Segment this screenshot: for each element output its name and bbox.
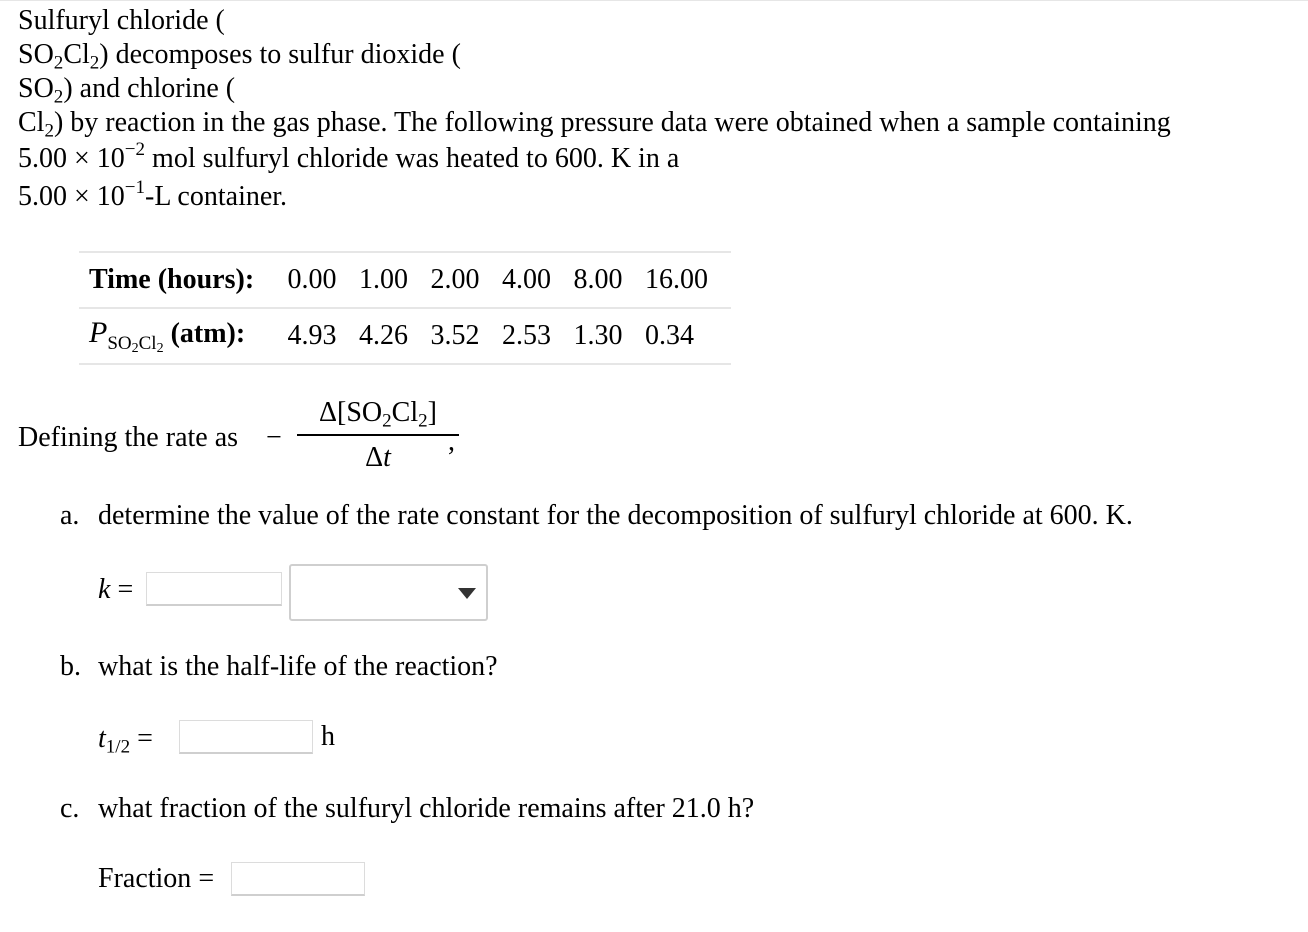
intro-line-5: $5.00 \times 10^{-2}$ mol sulfuryl chloride was heated to 600. K in a <box>18 139 680 174</box>
problem-statement <box>18 4 1303 216</box>
question-a <box>60 500 1133 532</box>
top-divider <box>0 0 1308 1</box>
rate-definition-label: Defining the rate as <box>18 422 239 453</box>
formula-so2cl2: $SO_2Cl_2$ <box>18 39 100 74</box>
time-row <box>79 252 731 308</box>
half-life-label: $t_{1/2}$ = <box>98 723 153 758</box>
time-value: 16.00 <box>644 264 708 295</box>
formula-cl2: $Cl_2$ <box>18 107 54 142</box>
k-label: k = <box>98 574 134 605</box>
time-value: 8.00 <box>573 264 623 295</box>
k-input[interactable] <box>146 572 282 606</box>
half-life-unit: h <box>321 721 335 752</box>
pressure-value: 4.93 <box>287 320 337 351</box>
question-b-text: what is the half-life of the reaction? <box>98 651 498 682</box>
rate-numerator: $\Delta[SO_2Cl_2]$ <box>319 397 437 432</box>
rate-fraction <box>293 392 463 480</box>
question-b <box>60 651 498 683</box>
intro-line-4: $Cl_2$) by reaction in the gas phase. The following pressure data were obtained when a sample containing <box>18 107 1171 142</box>
pressure-value: 2.53 <box>501 320 551 351</box>
fraction-input[interactable] <box>231 862 365 896</box>
pressure-value: 4.26 <box>358 320 408 351</box>
fraction-label: Fraction = <box>98 863 215 894</box>
pressure-value: 3.52 <box>430 320 480 351</box>
question-b-letter: b. <box>60 651 81 682</box>
pressure-header: $P_{SO2Cl2}$ (atm): <box>89 315 246 356</box>
time-value: 0.00 <box>287 264 337 295</box>
intro-line-2: $SO_2Cl_2$) decomposes to sulfur dioxide ( <box>18 39 461 74</box>
pressure-data-table <box>79 251 731 365</box>
half-life-input[interactable] <box>179 720 313 754</box>
time-value: 4.00 <box>501 264 551 295</box>
volume-value: $5.00 \times 10^{-1}$ <box>18 177 146 212</box>
question-a-text: determine the value of the rate constant for the decomposition of sulfuryl chloride at 600. K. <box>98 500 1133 531</box>
rate-denominator: Δt <box>365 442 391 473</box>
pressure-value: 0.34 <box>644 320 694 351</box>
comma: , <box>448 426 455 457</box>
chevron-down-icon <box>458 588 476 599</box>
question-c-text: what fraction of the sulfuryl chloride remains after 21.0 h? <box>98 793 755 824</box>
minus-sign: − <box>266 422 282 453</box>
pressure-row <box>79 308 731 364</box>
time-value: 1.00 <box>358 264 408 295</box>
time-header: Time (hours): <box>89 264 255 295</box>
k-unit-select[interactable] <box>289 564 488 621</box>
time-value: 2.00 <box>430 264 480 295</box>
intro-line-1: Sulfuryl chloride ( <box>18 5 225 36</box>
formula-so2: $SO_2$ <box>18 73 64 108</box>
question-a-letter: a. <box>60 500 80 531</box>
intro-line-3: $SO_2$) and chlorine ( <box>18 73 236 108</box>
question-c-letter: c. <box>60 793 80 824</box>
pressure-value: 1.30 <box>573 320 623 351</box>
intro-line-6: $5.00 \times 10^{-1}-L$ container. <box>18 177 288 212</box>
question-c <box>60 793 754 825</box>
moles-value: $5.00 \times 10^{-2}$ <box>18 139 146 174</box>
